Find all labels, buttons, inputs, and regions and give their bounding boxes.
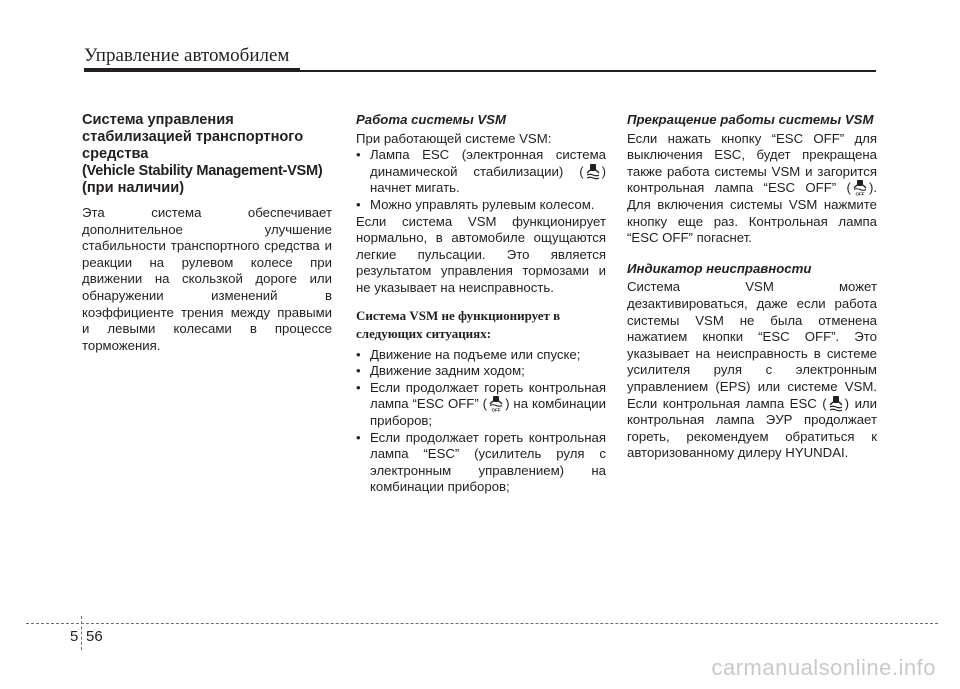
footer-dashed-rule [26, 623, 938, 624]
list-item-text: Лампа ESC (электронная система динамической стабилизации) ( [370, 147, 606, 179]
section-heading [82, 112, 332, 197]
esc-lamp-icon [586, 164, 600, 180]
vsm-inactive-subheading: Система VSM не функционирует в следующих ситуациях: [356, 307, 561, 341]
page-number: 56 [86, 628, 103, 645]
heading-line: (Vehicle Stability Management-VSM) [82, 163, 323, 179]
vsm-operation-intro: При работающей системе VSM: [356, 130, 552, 146]
heading-line: стабилизацией транспортного [82, 129, 304, 145]
heading-line: (при наличии) [82, 180, 185, 196]
list-item-text: ) начнет мигать. [370, 163, 606, 196]
list-item: • Если продолжает гореть контрольная лампа “ESC” (усилитель руля с электронным управлением) на комбинации приборов; [356, 430, 606, 496]
list-item-text: ) на комбинации приборов; [370, 396, 606, 428]
chapter-number: 5 [70, 628, 79, 645]
off-label: OFF [855, 191, 865, 197]
paragraph-text: Если нажать кнопку “ESC OFF” для выключения ESC, будет прекращена также работа системы VSM и загорится контрольная лампа “ESC OFF” ( [627, 130, 877, 196]
column-1 [82, 112, 332, 354]
list-item: • Движение на подъеме или спуске; [356, 347, 606, 364]
list-item-text: Если продолжает гореть контрольная лампа “ESC OFF” ( [370, 379, 606, 412]
esc-off-lamp-icon [489, 396, 503, 412]
list-item: • Можно управлять рулевым колесом. [356, 197, 606, 214]
vsm-operation-list [356, 147, 606, 213]
heading-line: средства [82, 146, 149, 162]
paragraph-text: ) или контрольная лампа ЭУР продолжает гореть, рекомендуем обратиться к авторизованному дилеру HYUNDAI. [627, 395, 877, 461]
off-label: OFF [491, 407, 501, 413]
watermark: carmanualsonline.info [711, 655, 936, 680]
column-2 [356, 112, 606, 496]
paragraph-text: Система VSM может дезактивироваться, даже если работа системы VSM не была отменена нажатием кнопки “ESC OFF”. Это указывает на неисправность в системе усилителя руля с электронным управлением (EPS) или системе VSM. Если контрольная лампа ESC ( [627, 279, 877, 411]
header-title: Управление автомобилем [84, 45, 290, 66]
malfunction-paragraph [627, 279, 877, 462]
footer-page-divider [81, 616, 82, 650]
header-rule-thin [300, 70, 876, 72]
paragraph-text: ). Для включения системы VSM нажмите кнопку еще раз. Контрольная лампа “ESC OFF” погаснет. [627, 180, 877, 246]
heading-line: Система управления [82, 112, 234, 128]
list-item: • Движение задним ходом; [356, 363, 606, 380]
esc-lamp-icon [829, 396, 843, 412]
intro-paragraph: Эта система обеспечивает дополнительное улучшение стабильности транспортного средства и реакции на рулевом колесе при движении на скользкой дороге или обнаружении изменений в коэффициенте трения между правыми и левыми колесами в процессе торможения. [82, 205, 332, 353]
list-item [356, 147, 606, 197]
malfunction-heading: Индикатор неисправности [627, 260, 812, 276]
vsm-stop-heading: Прекращение работы системы VSM [627, 112, 874, 127]
list-item [356, 380, 606, 430]
vsm-normal-paragraph: Если система VSM функционирует нормально, в автомобиле ощущаются легкие пульсации. Это является результатом управления тормозами и не указывает на неисправность. [356, 213, 606, 295]
column-3 [627, 112, 877, 462]
vsm-inactive-list [356, 347, 606, 496]
header-rule-thick [84, 68, 300, 72]
esc-off-lamp-icon [853, 180, 867, 196]
vsm-stop-paragraph [627, 131, 877, 247]
vsm-operation-heading: Работа системы VSM [356, 112, 506, 127]
